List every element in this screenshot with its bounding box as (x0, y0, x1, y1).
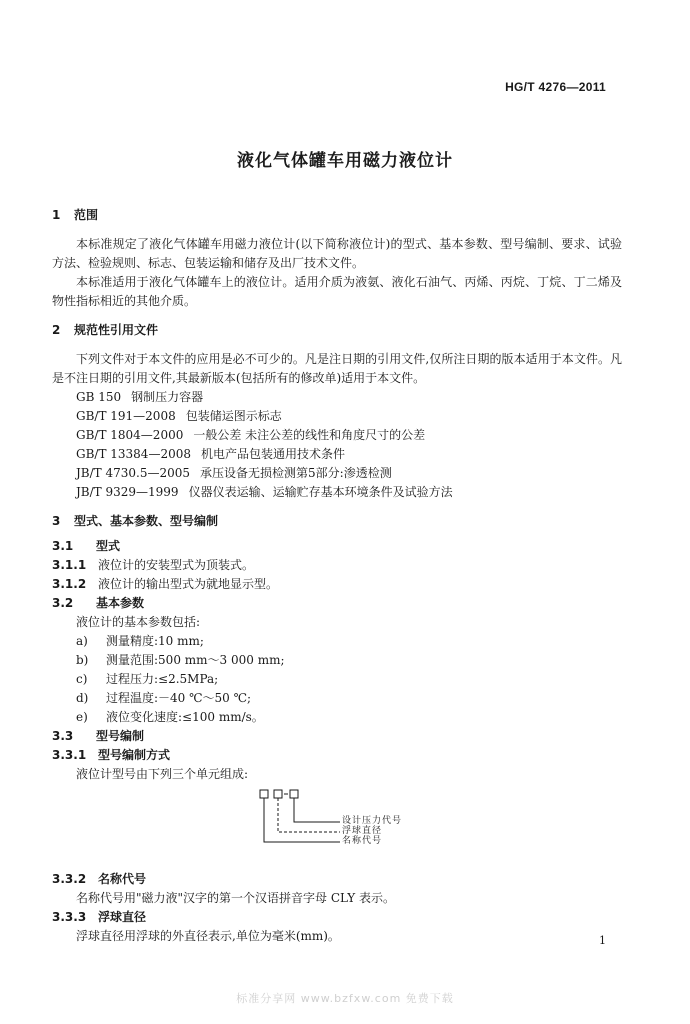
page-number: 1 (599, 934, 606, 947)
section-number: 1 (52, 208, 61, 222)
clause-number: 3.3.3 (52, 910, 87, 924)
ref-title: 仪器仪表运输、运输贮存基本环境条件及试验方法 (188, 485, 453, 499)
ref-title: 包装储运图示标志 (185, 409, 282, 423)
ref-code: JB/T 4730.5—2005 (76, 466, 191, 480)
parameter-list (52, 632, 622, 727)
item-text: 测量精度:10 mm; (106, 634, 204, 648)
paragraph: 液位计型号由下列三个单元组成: (76, 767, 249, 781)
subsection-title: 型式 (96, 539, 121, 553)
clause (52, 575, 622, 594)
item-text: 过程温度:－40 ℃～50 ℃; (106, 691, 252, 705)
subsection-heading (52, 727, 622, 746)
reference-item (76, 388, 622, 407)
subsection-title: 基本参数 (96, 596, 145, 610)
paragraph: 浮球直径用浮球的外直径表示,单位为毫米(mm)。 (76, 929, 340, 943)
section-3-heading (52, 512, 622, 531)
section-title: 规范性引用文件 (74, 323, 159, 337)
reference-item (76, 464, 622, 483)
item-marker: d) (76, 691, 89, 705)
ref-code: GB/T 191—2008 (76, 409, 176, 423)
document-body (52, 206, 622, 946)
subsection-number: 3.3 (52, 729, 74, 743)
ref-title: 钢制压力容器 (131, 390, 204, 404)
clause-text: 液位计的输出型式为就地显示型。 (98, 577, 279, 591)
reference-item (76, 445, 622, 464)
diameter-leader-line (278, 798, 340, 832)
subsection-heading (52, 537, 622, 556)
ref-code: GB 150 (76, 390, 122, 404)
clause-number: 3.3.2 (52, 872, 87, 886)
diagram-label-pressure: 设计压力代号 (342, 816, 403, 826)
model-code-diagram (52, 784, 622, 870)
list-item (76, 632, 622, 651)
model-code-brackets (258, 788, 418, 868)
item-text: 测量范围:500 mm～3 000 mm; (106, 653, 285, 667)
clause-number: 3.1.1 (52, 558, 87, 572)
reference-item (76, 407, 622, 426)
subsection-title: 型号编制 (96, 729, 145, 743)
item-marker: c) (76, 672, 88, 686)
list-item (76, 651, 622, 670)
clause (52, 556, 622, 575)
diameter-code-box (274, 790, 282, 798)
subsection-number: 3.1 (52, 539, 74, 553)
subsection-number: 3.2 (52, 596, 74, 610)
section-title: 型式、基本参数、型号编制 (74, 514, 219, 528)
paragraph: 本标准适用于液化气体罐车上的液位计。适用介质为液氨、液化石油气、丙烯、丙烷、丁烷、丁二烯及物性指标相近的其他介质。 (52, 275, 622, 308)
clause-heading (52, 870, 622, 889)
standard-code: HG/T 4276—2011 (505, 80, 606, 94)
item-marker: e) (76, 710, 88, 724)
clause-title: 名称代号 (98, 872, 147, 886)
reference-item (76, 426, 622, 445)
paragraph: 本标准规定了液化气体罐车用磁力液位计(以下简称液位计)的型式、基本参数、型号编制、要求、试验方法、检验规则、标志、包装运输和储存及出厂技术文件。 (52, 237, 622, 270)
item-text: 过程压力:≤2.5MPa; (106, 672, 219, 686)
section-title: 范围 (74, 208, 99, 222)
clause-heading (52, 908, 622, 927)
reference-list (52, 388, 622, 502)
reference-item (76, 483, 622, 502)
ref-title: 承压设备无损检测第5部分:渗透检测 (200, 466, 392, 480)
watermark: 标准分享网 www.bzfxw.com 免费下载 (236, 992, 454, 1005)
clause-number: 3.1.2 (52, 577, 87, 591)
pressure-leader-line (294, 798, 340, 822)
clause-number: 3.3.1 (52, 748, 87, 762)
name-code-box (260, 790, 268, 798)
section-number: 2 (52, 323, 61, 337)
clause-title: 浮球直径 (98, 910, 147, 924)
paragraph: 名称代号用"磁力液"汉字的第一个汉语拼音字母 CLY 表示。 (76, 891, 395, 905)
list-item (76, 670, 622, 689)
section-number: 3 (52, 514, 61, 528)
diagram-label-name: 名称代号 (342, 836, 383, 846)
subsection-heading (52, 594, 622, 613)
diagram-label-diameter: 浮球直径 (342, 826, 383, 836)
list-item (76, 708, 622, 727)
paragraph: 液位计的基本参数包括: (76, 615, 201, 629)
section-1-heading (52, 206, 622, 225)
ref-code: GB/T 1804—2000 (76, 428, 184, 442)
clause-title: 型号编制方式 (98, 748, 171, 762)
ref-title: 一般公差 未注公差的线性和角度尺寸的公差 (193, 428, 426, 442)
paragraph: 下列文件对于本文件的应用是必不可少的。凡是注日期的引用文件,仅所注日期的版本适用于本文件。凡是不注日期的引用文件,其最新版本(包括所有的修改单)适用于本文件。 (52, 352, 622, 385)
pressure-code-box (290, 790, 298, 798)
clause-heading (52, 746, 622, 765)
document-title: 液化气体罐车用磁力液位计 (237, 151, 453, 171)
item-text: 液位变化速度:≤100 mm/s。 (106, 710, 264, 724)
ref-code: GB/T 13384—2008 (76, 447, 191, 461)
clause-text: 液位计的安装型式为顶装式。 (98, 558, 255, 572)
name-leader-line (264, 798, 340, 842)
ref-title: 机电产品包装通用技术条件 (200, 447, 345, 461)
section-2-heading (52, 321, 622, 340)
item-marker: a) (76, 634, 88, 648)
ref-code: JB/T 9329—1999 (76, 485, 179, 499)
list-item (76, 689, 622, 708)
item-marker: b) (76, 653, 89, 667)
